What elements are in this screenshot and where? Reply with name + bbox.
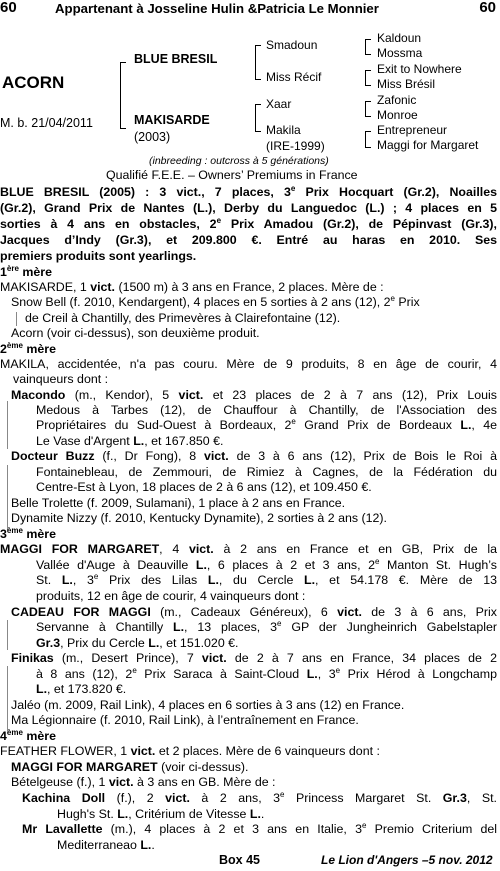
sire-sire: Smadoun xyxy=(266,38,318,52)
sire-dam: Miss Récif xyxy=(266,70,322,84)
indent-bar xyxy=(7,620,8,650)
s1-line: de Creil à Chantilly, des Primevères à Clairefontaine (12). xyxy=(25,311,341,325)
s4-line: Hugh's St. L., Critérium de Vitesse L.. xyxy=(57,807,265,821)
section-number: 2 xyxy=(0,342,7,356)
dam-name: MAKISARDE xyxy=(134,113,210,127)
ped-g3-8: Maggi for Margaret xyxy=(377,138,479,152)
sire-line: (Gr.2), Grand Prix de Nantes (L.), Derby du Languedoc (L.) ; 4 places en 5 xyxy=(0,201,497,215)
sire-line: BLUE BRESIL (2005) : 3 vict., 7 places, 3e Prix Hocquart (Gr.2), Noailles xyxy=(0,183,497,199)
venue-date: Le Lion d'Angers –5 nov. 2012 xyxy=(321,853,493,867)
s4-line: Mr Lavallette (m.), 4 places à 2 et 3 ans en Italie, 3e Premio Criterium del xyxy=(22,820,498,836)
section-number: 3 xyxy=(0,527,7,541)
s4-line: Kachina Doll (f.), 2 vict. à 2 ans, 3e Princess Margaret St. Gr.3, St. xyxy=(22,789,497,805)
bracket-g3-1 xyxy=(365,39,371,55)
page-number-right: 60 xyxy=(479,0,496,16)
s3-line: St. L., 3e Prix des Lilas L., du Cercle L., et 54.178 €. Mère de 13 xyxy=(36,571,497,587)
section-number: 4 xyxy=(0,729,7,743)
inbreeding-note: (inbreeding : outcross à 5 générations) xyxy=(149,155,329,167)
section-1-heading xyxy=(0,265,52,280)
ped-g3-4: Miss Brésil xyxy=(377,77,436,91)
owners-line: Appartenant à Josseline Hulin &Patricia Le Monnier xyxy=(55,1,379,16)
bracket-g3-4 xyxy=(365,131,371,148)
s4-line: Mediterraneao L.. xyxy=(57,838,155,852)
indent-bar xyxy=(7,465,8,530)
s4-line: MAGGI FOR MARGARET (voir ci-dessus). xyxy=(11,760,249,774)
dam-sire: Xaar xyxy=(266,97,292,111)
s2-line: Centre-Est à Lyon, 18 places de 2 à 6 ans (12), et 109.450 €. xyxy=(36,480,372,494)
qualification: Qualifié F.E.E. – Owners’ Premiums in France xyxy=(106,168,358,182)
sire-line: sorties à 4 ans en obstacles, 2e Prix Amadou (Gr.2), de Pépinvast (Gr.3), xyxy=(0,215,497,231)
s2-line: Dynamite Nizzy (f. 2010, Kentucky Dynamite), 2 sorties à 2 ans (12). xyxy=(11,511,387,525)
indent-bar xyxy=(7,666,8,731)
section-ordinal: ème xyxy=(6,525,23,535)
ped-g3-6: Monroe xyxy=(377,108,418,122)
page-header xyxy=(0,0,500,18)
dam-dam: Makila xyxy=(266,123,301,137)
section-number: 1 xyxy=(0,265,7,279)
s2-line: vainqueurs dont : xyxy=(13,372,109,386)
s3-line: Finikas (m., Desert Prince), 7 vict. de 2 à 7 ans en France, 34 places de 2 xyxy=(11,651,497,665)
s3-line: MAGGI FOR MARGARET, 4 vict. à 2 ans en France et en GB, Prix de la xyxy=(0,542,497,556)
s1-line: Acorn (voir ci-dessus), son deuxième produit. xyxy=(11,326,260,340)
bracket-dam xyxy=(255,104,261,132)
sire-name: BLUE BRESIL xyxy=(134,52,218,66)
s3-line: à 8 ans (12), 2e Prix Saraca à Saint-Cloud L., 3e Prix Hérod à Longchamp xyxy=(36,665,497,681)
s1-line: MAKISARDE, 1 vict. (1500 m) à 3 ans en France, 2 places. Mère de : xyxy=(0,280,384,294)
section-2-heading xyxy=(0,342,56,357)
bracket-sire xyxy=(255,45,261,80)
dam-year: (2003) xyxy=(134,130,171,144)
ped-g3-5: Zafonic xyxy=(377,93,417,107)
s2-line: Belle Trolette (f. 2009, Sulamani), 1 place à 2 ans en France. xyxy=(11,496,346,510)
section-word: mère xyxy=(22,265,52,279)
page-number-left: 60 xyxy=(0,0,17,16)
sire-line: Jacques d’Indy (Gr.3), et 209.800 €. Entré au haras en 2010. Ses xyxy=(0,233,497,247)
s1-line: Snow Bell (f. 2010, Kendargent), 4 places en 5 sorties à 2 ans (12), 2e Prix xyxy=(11,293,420,309)
s2-line: Le Vase d'Argent L., et 167.850 €. xyxy=(36,434,224,448)
s2-line: Medous à Tarbes (12), de Chauffour à Chantilly, de l'Association des xyxy=(36,403,497,417)
ped-g3-1: Kaldoun xyxy=(377,31,422,45)
s3-line: Vallée d'Auge à Deauville L., 6 places à 2 et 3 ans, 2e Manton St. Hugh’s xyxy=(36,556,497,572)
s4-line: FEATHER FLOWER, 1 vict. et 2 places. Mère de 6 vainqueurs dont : xyxy=(0,744,380,758)
sire-line: premiers produits sont yearlings. xyxy=(0,249,197,263)
s4-line: Bételgeuse (f.), 1 vict. à 3 ans en GB. Mère de : xyxy=(11,775,276,789)
dam-dam-note: (IRE-1999) xyxy=(266,139,325,153)
s3-line: Ma Légionnaire (f. 2010, Rail Link), à l’entraînement en France. xyxy=(11,713,359,727)
s2-line: Fontainebleau, de Zemmouri, de Rimiez à Cagnes, de la Fédération du xyxy=(36,465,497,479)
section-4-heading xyxy=(0,729,56,744)
s3-line: L., et 173.820 €. xyxy=(36,682,127,696)
section-ordinal: ème xyxy=(6,340,23,350)
ped-g3-3: Exit to Nowhere xyxy=(377,62,462,76)
s2-line: Docteur Buzz (f., Dr Fong), 8 vict. de 3 à 6 ans (12), Prix de Bois le Roi à xyxy=(11,449,497,463)
section-word: mère xyxy=(26,527,56,541)
ped-g3-2: Mossma xyxy=(377,46,423,60)
box-number: Box 45 xyxy=(219,853,260,867)
s3-line: Jaléo (m. 2009, Rail Link), 4 places en 6 sorties à 3 ans (12) en France. xyxy=(11,698,405,712)
s2-line: Propriétaires du Sud-Ouest à Bordeaux, 2e Grand Prix de Bordeaux L., 4e xyxy=(36,416,497,432)
horse-name: ACORN xyxy=(2,73,65,92)
ped-g3-7: Entrepreneur xyxy=(377,123,448,137)
s3-line: Gr.3, Prix du Cercle L., et 151.020 €. xyxy=(36,636,239,650)
s2-line: MAKILA, accidentée, n'a pas couru. Mère de 9 produits, 8 en âge de courir, 4 xyxy=(0,357,497,371)
indent-bar xyxy=(7,401,8,449)
s2-line: Macondo (m., Kendor), 5 vict. et 23 places de 2 à 7 ans (12), Prix Louis xyxy=(11,388,497,402)
bracket-g3-2 xyxy=(365,70,371,86)
section-ordinal: ème xyxy=(6,727,23,737)
bracket-gen1 xyxy=(120,62,126,129)
s3-line: produits, 12 en âge de courir, 4 vainqueurs dont : xyxy=(36,589,306,603)
horse-description: M. b. 21/04/2011 xyxy=(0,116,93,130)
section-ordinal: ère xyxy=(6,263,19,273)
section-3-heading xyxy=(0,527,56,542)
section-word: mère xyxy=(26,342,56,356)
bracket-g3-3 xyxy=(365,101,371,117)
indent-bar xyxy=(16,312,17,326)
section-word: mère xyxy=(26,729,56,743)
s3-line: Servanne à Chantilly L., 13 places, 3e GP der Jungheinrich Gabelstapler xyxy=(36,618,498,634)
s3-line: CADEAU FOR MAGGI (m., Cadeaux Généreux), 6 vict. de 3 à 6 ans, Prix xyxy=(11,605,497,619)
